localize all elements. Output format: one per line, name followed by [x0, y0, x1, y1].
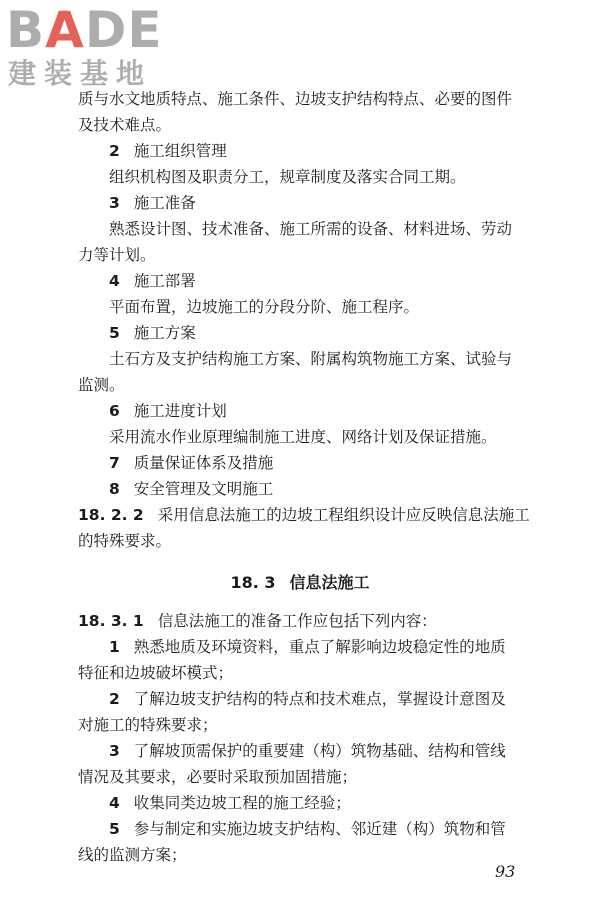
- list-item-heading: 6 施工进度计划: [109, 402, 227, 420]
- list-item-heading: 2 了解边坡支护结构的特点和技术难点，掌握设计意图及: [109, 690, 506, 708]
- paragraph-line: 质与水文地质特点、施工条件、边坡支护结构特点、必要的图件: [78, 90, 513, 108]
- list-item-heading: 5 施工方案: [109, 324, 196, 342]
- clause-line: 18. 2. 2 采用信息法施工的边坡工程组织设计应反映信息法施工: [78, 506, 530, 524]
- paragraph-line: 对施工的特殊要求；: [78, 716, 218, 734]
- paragraph-line: 及技术难点。: [78, 116, 172, 134]
- page-number: 93: [495, 862, 516, 881]
- clause-line: 18. 3. 1 信息法施工的准备工作应包括下列内容：: [78, 612, 437, 630]
- list-item-heading: 8 安全管理及文明施工: [109, 480, 274, 498]
- list-item-heading: 4 收集同类边坡工程的施工经验；: [109, 794, 351, 812]
- paragraph-line: 力等计划。: [78, 246, 156, 264]
- list-item-heading: 3 施工准备: [109, 194, 196, 212]
- paragraph-line: 平面布置，边坡施工的分段分阶、施工程序。: [109, 298, 420, 316]
- paragraph-line: 监测。: [78, 376, 125, 394]
- list-item-heading: 1 熟悉地质及环境资料，重点了解影响边坡稳定性的地质: [109, 638, 506, 656]
- paragraph-line: 特征和边坡破坏模式；: [78, 664, 234, 682]
- paragraph-line: 的特殊要求。: [78, 532, 172, 550]
- bade-logo-watermark: [6, 1, 176, 96]
- paragraph-line: 线的监测方案；: [78, 846, 187, 864]
- paragraph-line: 熟悉设计图、技术准备、施工所需的设备、材料进场、劳动: [109, 220, 513, 238]
- list-item-heading: 7 质量保证体系及措施: [109, 454, 274, 472]
- paragraph-line: 土石方及支护结构施工方案、附属构筑物施工方案、试验与: [109, 350, 513, 368]
- list-item-heading: 2 施工组织管理: [109, 142, 227, 160]
- paragraph-line: 组织机构图及职责分工，规章制度及落实合同工期。: [109, 168, 466, 186]
- paragraph-line: 情况及其要求，必要时采取预加固措施；: [78, 768, 358, 786]
- list-item-heading: 5 参与制定和实施边坡支护结构、邻近建（构）筑物和管: [109, 820, 506, 838]
- section-heading: 18. 3 信息法施工: [230, 573, 370, 592]
- logo-subtitle: 建装基地: [8, 57, 153, 90]
- logo-wordmark: BADE: [6, 1, 163, 59]
- list-item-heading: 4 施工部署: [109, 272, 196, 290]
- paragraph-line: 采用流水作业原理编制施工进度、网络计划及保证措施。: [109, 428, 497, 446]
- list-item-heading: 3 了解坡顶需保护的重要建（构）筑物基础、结构和管线: [109, 742, 506, 760]
